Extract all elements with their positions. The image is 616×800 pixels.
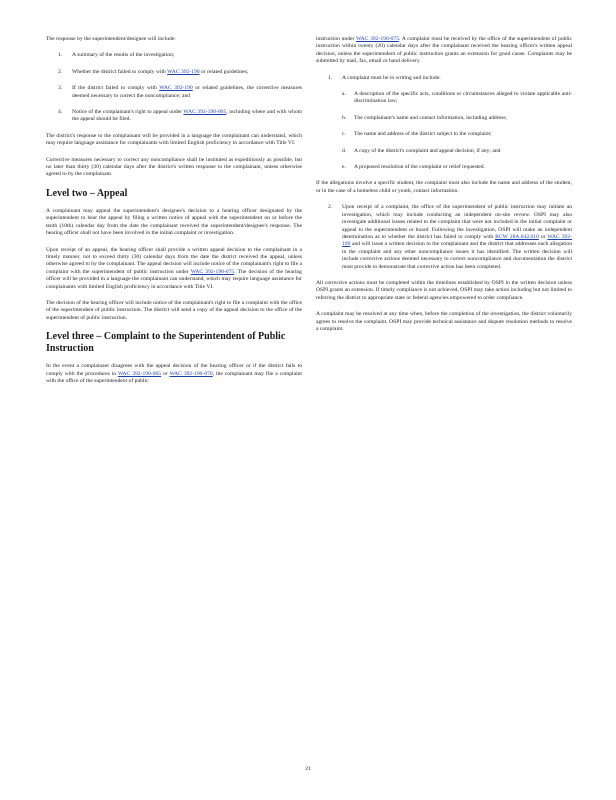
sub-list-item: c. The name and address of the district subject to the complaint; — [342, 131, 492, 138]
level-three-paragraph: In the event a complainant disagrees with the appeal decision of the hearing officer or if the district fails to comply with the procedures in WAC 392-190-065 or WAC 392-190-070, the complainant may file a complaint with the office of the superintendent of public — [46, 363, 302, 384]
corrective-actions-paragraph: All corrective actions must be completed within the timelines established by OSPI in the written decision unless OSPI grants an extension. If timely compliance is not achieved, OSPI may take action including but not limited to referring the district to appropriate state or federal agencies empowered to order compliance. — [316, 279, 572, 301]
appeal-paragraph: A complainant may appeal the superintendent's designee's decision to a hearing officer designated by the superintendent to hear the appeal by filing a written notice of appeal with the superintendent on or before the tenth (10th) calendar day from the date the complainant received the superintendent/designee's response. The hearing officer shall not have been involved in the initial complaint or investigation. — [46, 207, 302, 237]
wac-link[interactable]: WAC 392-190 — [167, 68, 200, 75]
list-item: 3. If the district failed to comply with WAC 392-190 or related guidelines, the corrective measures deemed necessary to correct the noncompliance; and — [58, 85, 302, 99]
allegations-paragraph: If the allegations involve a specific student, the complaint must also include the name and address of the student, or in the case of a homeless child or youth, contact information. — [316, 180, 572, 194]
heading-level-two: Level two – Appeal — [46, 187, 128, 199]
list-item: 4. Notice of the complainant's right to appeal under WAC 392-190-005, including where and with whom the appeal should be filed. — [58, 109, 302, 123]
right-column — [316, 36, 572, 342]
wac-link[interactable]: WAC 392-190-065 — [117, 370, 162, 377]
list-item: 2. Upon receipt of a complaint, the office of the superintendent of public instruction may initiate an investigation, which may include conducting an independent on-site review. OSPI may also investigate additional issues related to the complaint that were not included in the initial complaint or appeal to the superintendent or board. Following the investigation, OSPI will make an independent determination as to whether the district has failed to comply with RCW 28A.642.010 or WAC 392-190 and will issue a written decision to the complainant and the district that addresses each allegation in the complaint and any other noncompliance issues it has identified. The written decision will include corrective actions deemed necessary to correct noncompliance and documentation the district must provide to demonstrate that corrective action has been completed. — [328, 204, 572, 270]
wac-link[interactable]: WAC 392-190-070 — [169, 370, 213, 377]
heading-level-three: Level three – Complaint to the Superintendent of Public Instruction — [46, 331, 286, 355]
sub-list-item: d. A copy of the district's complaint and appeal decision, if any; and — [342, 147, 501, 154]
wac-link[interactable]: WAC 392-190 — [159, 85, 193, 92]
sub-list-item: b. The complainant's name and contact information, including address; — [342, 114, 507, 121]
sub-list-item: e. A proposed resolution of the complaint or relief requested. — [342, 164, 485, 171]
wac-link[interactable]: WAC 392-190-075 — [355, 36, 400, 42]
response-language-paragraph: The district's response to the complainant will be provided in a language the complainant can understand, which may require language assistance for complainants with limited English proficiency in accordance with Title VI. — [46, 132, 302, 147]
list-item: 1. A summary of the results of the investigation; — [58, 52, 175, 59]
wac-link[interactable]: WAC 392-190 — [342, 233, 572, 248]
resolution-paragraph: A complaint may be resolved at any time when, before the completion of the investigation, the district voluntarily agrees to resolve the complaint. OSPI may provide technical assistance and dispute resolution methods to resolve a complaint. — [316, 311, 572, 332]
appeal-receipt-paragraph: Upon receipt of an appeal, the hearing officer shall provide a written appeal decision to the complainant in a timely manner, not to exceed thirty (30) calendar days from the date the district received the appeal, unless otherwise agreed to by the complainant. The appeal decision will include notice of the complainant's right to file a complaint with the superintendent of public instruction under WAC 392-190-075. The decision of the hearing officer will be provided in a language the complainant can understand, which may require language assistance for complainants with limited English proficiency in accordance with Title VI. — [46, 246, 302, 290]
page-number: 21 — [305, 766, 311, 772]
sub-list-item: a. A description of the specific acts, conditions or circumstances alleged to violate applicable anti-discrimination law; — [342, 91, 572, 105]
response-intro: The response by the superintendent/designee will include: — [46, 36, 176, 42]
list-item: 1. A complaint must be in writing and include: — [328, 74, 441, 81]
list-item: 2. Whether the district failed to comply with WAC 392-190 or related guidelines; — [58, 68, 249, 75]
corrective-measures-paragraph: Corrective measures necessary to correct any noncompliance shall be instituted as expeditiously as possible, but no later than thirty (30) calendar days after the district's written response to the complainant, unless otherwise agreed to by the complainant. — [46, 156, 302, 178]
hearing-decision-paragraph: The decision of the hearing officer will include notice of the complainant's right to file a complaint with the office of the superintendent of public instruction. The district will send a copy of the appeal decision to the office of the superintendent of public instruction. — [46, 299, 302, 321]
left-column — [46, 36, 302, 394]
wac-link[interactable]: WAC 392-190-005 — [183, 109, 227, 116]
continued-paragraph: instruction under WAC 392-190-075. A complaint must be received by the office of the superintendent of public instruction within twenty (20) calendar days after the complainant received the hearing officer's written appeal decision, unless the superintendent of public instruction grants an extension for good cause. Complaints may be submitted by mail, fax, email or hand delivery. — [316, 36, 572, 65]
rcw-link[interactable]: RCW 28A.642.010 — [495, 233, 539, 240]
wac-link[interactable]: WAC 392-190-075 — [190, 268, 235, 275]
